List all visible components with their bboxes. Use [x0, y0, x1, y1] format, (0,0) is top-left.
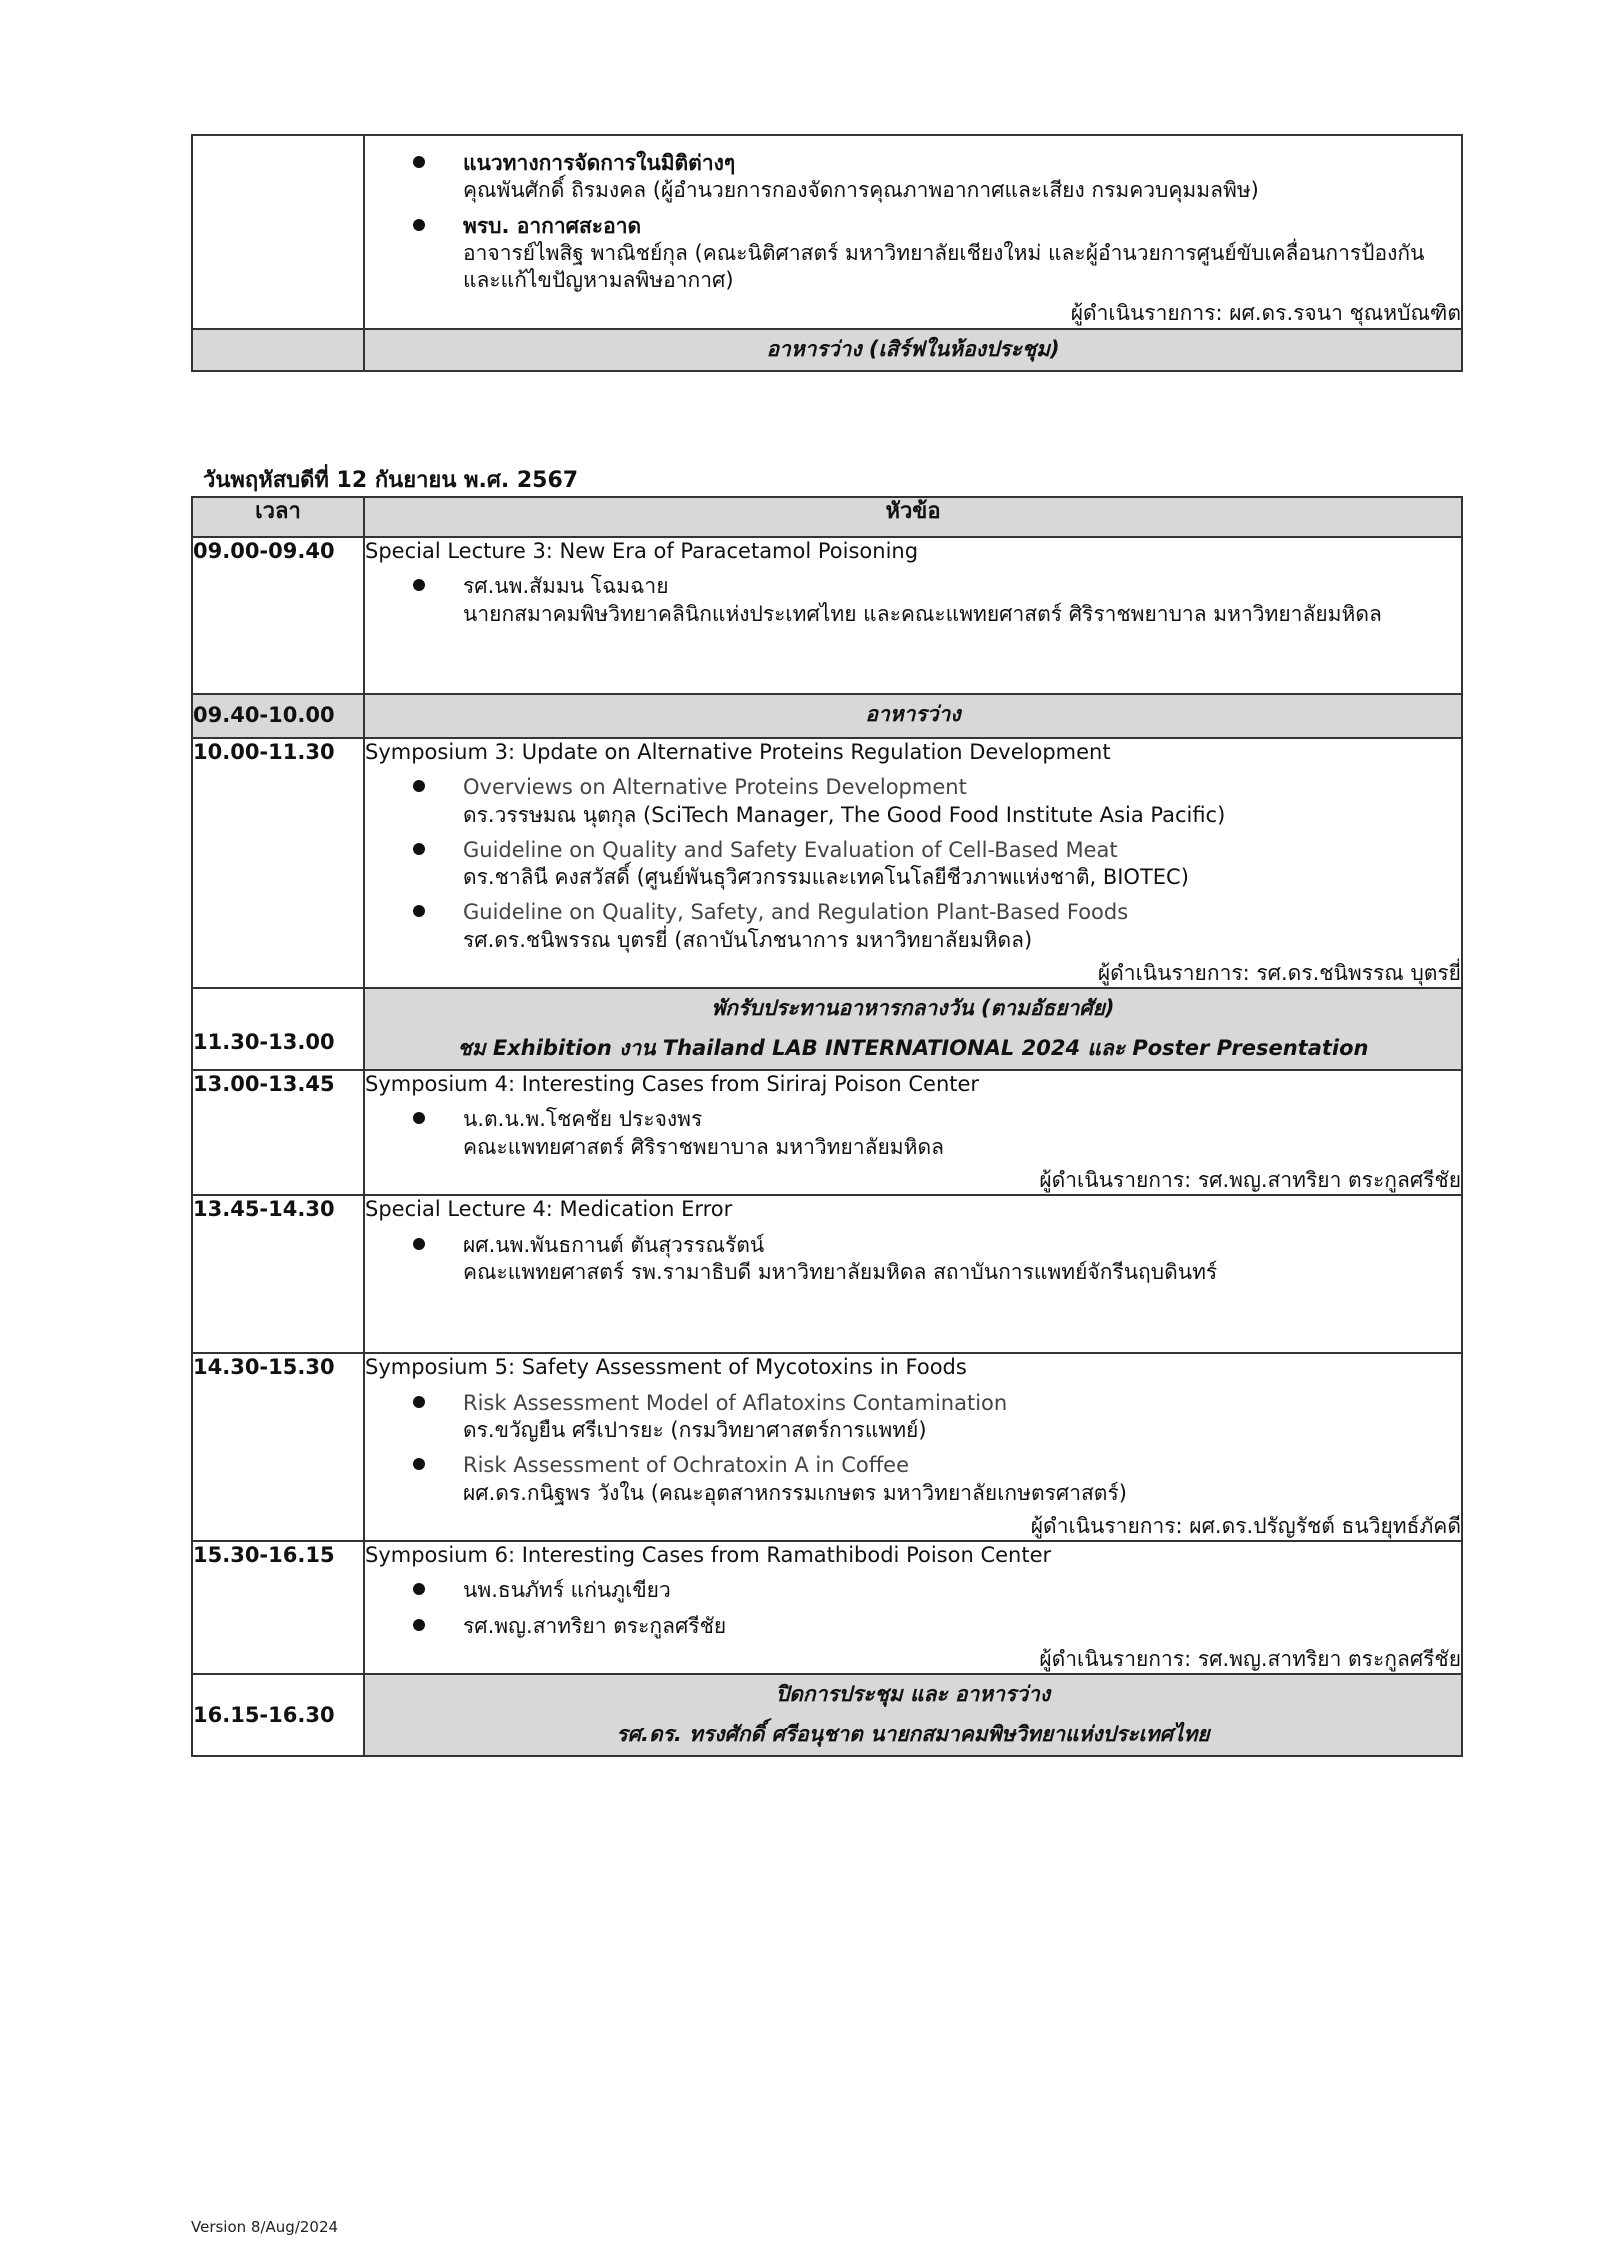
- table-row: [192, 1195, 1462, 1353]
- bullet-icon: [413, 1583, 425, 1595]
- list-item: [365, 1452, 1461, 1507]
- topic-cell: [364, 1353, 1462, 1541]
- talk-topic: Risk Assessment of Ochratoxin A in Coffee: [463, 1453, 910, 1478]
- topic-cell: [364, 135, 1462, 329]
- day-heading: วันพฤหัสบดีที่ 12 กันยายน พ.ศ. 2567: [203, 468, 579, 493]
- time-cell: 14.30-15.30: [192, 1353, 364, 1541]
- table-row: [192, 1353, 1462, 1541]
- session-title: Symposium 5: Safety Assessment of Mycotoxins in Foods: [365, 1355, 967, 1380]
- break-row: [192, 694, 1462, 738]
- moderator-text: ผู้ดำเนินรายการ: รศ.พญ.สาทริยา ตระกูลศรีชัย: [1039, 1647, 1461, 1672]
- table-row: [192, 537, 1462, 694]
- speaker-name: นพ.ธนภัทร์ แก่นภูเขียว: [463, 1578, 671, 1603]
- time-cell: 10.00-11.30: [192, 738, 364, 988]
- talk-topic: Guideline on Quality, Safety, and Regulation Plant-Based Foods: [463, 900, 1129, 925]
- topic-cell: [364, 738, 1462, 988]
- closing-line: ปิดการประชุม และ อาหารว่าง: [775, 1682, 1051, 1707]
- bullet-icon: [413, 780, 425, 792]
- session-title: Special Lecture 4: Medication Error: [365, 1197, 733, 1222]
- lunch-text: [364, 988, 1462, 1070]
- list-item: [365, 150, 1461, 205]
- moderator-text: ผู้ดำเนินรายการ: ผศ.ดร.ปรัญรัชต์ ธนวิยุทธ์ภัคดี: [1030, 1513, 1461, 1538]
- table-header-row: [192, 497, 1462, 537]
- time-cell: 09.40-10.00: [192, 694, 364, 738]
- bullet-icon: [413, 579, 425, 591]
- item-speaker-cont: และแก้ไขปัญหามลพิษอากาศ): [463, 268, 734, 293]
- talk-speaker: ดร.ขวัญยืน ศรีเปารยะ (กรมวิทยาศาสตร์การแพทย์): [463, 1417, 927, 1442]
- closing-text: [364, 1674, 1462, 1756]
- item-title: แนวทางการจัดการในมิติต่างๆ: [463, 151, 736, 175]
- speaker-affiliation: นายกสมาคมพิษวิทยาคลินิกแห่งประเทศไทย และคณะแพทยศาสตร์ ศิริราชพยาบาล มหาวิทยาลัยมหิดล: [463, 601, 1382, 626]
- talk-speaker: ดร.ชาลินี คงสวัสดิ์ (ศูนย์พันธุวิศวกรรมและเทคโนโลยีชีวภาพแห่งชาติ, BIOTEC): [463, 865, 1189, 890]
- topic-cell: [364, 1070, 1462, 1195]
- table-row: [192, 1070, 1462, 1195]
- talk-topic: Overviews on Alternative Proteins Development: [463, 775, 967, 800]
- table-row: [192, 135, 1462, 329]
- table-row: [192, 1541, 1462, 1674]
- talk-topic: Guideline on Quality and Safety Evaluation of Cell-Based Meat: [463, 837, 1118, 862]
- speaker-name: ผศ.นพ.พันธกานต์ ตันสุวรรณรัตน์: [463, 1232, 765, 1257]
- session-title: Special Lecture 3: New Era of Paracetamol Poisoning: [365, 539, 919, 563]
- bullet-icon: [413, 219, 425, 231]
- header-topic: หัวข้อ: [364, 497, 1462, 537]
- lunch-line: พักรับประทานอาหารกลางวัน (ตามอัธยาศัย): [711, 996, 1115, 1021]
- bullet-icon: [413, 156, 425, 168]
- talk-speaker: รศ.ดร.ชนิพรรณ บุตรยี่ (สถาบันโภชนาการ มหาวิทยาลัยมหิดล): [463, 927, 1033, 952]
- session-title: Symposium 3: Update on Alternative Proteins Regulation Development: [365, 740, 1111, 764]
- item-speaker: คุณพันศักดิ์ ถิรมงคล (ผู้อำนวยการกองจัดการคุณภาพอากาศและเสียง กรมควบคุมมลพิษ): [463, 178, 1259, 203]
- moderator-text: ผู้ดำเนินรายการ: รศ.พญ.สาทริยา ตระกูลศรีชัย: [1039, 1168, 1461, 1193]
- time-cell: [192, 329, 364, 371]
- bullet-icon: [413, 1619, 425, 1631]
- list-item: [365, 1232, 1461, 1287]
- bullet-icon: [413, 1112, 425, 1124]
- talk-topic: Risk Assessment Model of Aflatoxins Contamination: [463, 1390, 1008, 1415]
- talk-speaker: ดร.วรรษมณ นุตกุล (SciTech Manager, The Good Food Institute Asia Pacific): [463, 802, 1226, 827]
- exhibition-line: ชม Exhibition งาน Thailand LAB INTERNATIONAL 2024 และ Poster Presentation: [457, 1036, 1369, 1061]
- break-text: อาหารว่าง (เสิร์ฟในห้องประชุม): [364, 329, 1462, 371]
- speaker-name: รศ.นพ.สัมมน โฉมฉาย: [463, 574, 669, 599]
- break-text: อาหารว่าง: [364, 694, 1462, 738]
- break-row: [192, 329, 1462, 371]
- table-row: [192, 738, 1462, 988]
- time-cell: [192, 135, 364, 329]
- day-schedule-table: [191, 496, 1463, 1757]
- session-title: Symposium 6: Interesting Cases from Ramathibodi Poison Center: [365, 1543, 1052, 1568]
- list-item: [365, 1577, 1461, 1604]
- list-item: [365, 774, 1461, 829]
- closing-speaker: รศ.ดร. ทรงศักดิ์ ศรีอนุชาต นายกสมาคมพิษวิทยาแห่งประเทศไทย: [616, 1722, 1210, 1747]
- topic-cell: [364, 537, 1462, 694]
- topic-cell: [364, 1195, 1462, 1353]
- bullet-icon: [413, 905, 425, 917]
- time-cell: 11.30-13.00: [192, 988, 364, 1070]
- session-title: Symposium 4: Interesting Cases from Siriraj Poison Center: [365, 1072, 980, 1097]
- list-item: [365, 573, 1461, 628]
- header-time: เวลา: [192, 497, 364, 537]
- speaker-name: น.ต.น.พ.โชคชัย ประจงพร: [463, 1107, 703, 1132]
- speaker-affiliation: คณะแพทยศาสตร์ รพ.รามาธิบดี มหาวิทยาลัยมหิดล สถาบันการแพทย์จักรีนฤบดินทร์: [463, 1259, 1218, 1284]
- list-item: [365, 1106, 1461, 1161]
- time-cell: 09.00-09.40: [192, 537, 364, 694]
- bullet-icon: [413, 1458, 425, 1470]
- list-item: [365, 899, 1461, 954]
- list-item: [365, 837, 1461, 892]
- continued-schedule-table: [191, 134, 1463, 372]
- moderator-text: ผู้ดำเนินรายการ: รศ.ดร.ชนิพรรณ บุตรยี่: [1097, 961, 1461, 986]
- item-title: พรบ. อากาศสะอาด: [463, 213, 642, 238]
- version-footer: Version 8/Aug/2024: [191, 2218, 339, 2236]
- list-item: [365, 1613, 1461, 1640]
- bullet-icon: [413, 1238, 425, 1250]
- list-item: [365, 213, 1461, 295]
- talk-speaker: ผศ.ดร.กนิฐพร วังใน (คณะอุตสาหกรรมเกษตร มหาวิทยาลัยเกษตรศาสตร์): [463, 1480, 1127, 1505]
- item-speaker: อาจารย์ไพสิฐ พาณิชย์กุล (คณะนิติศาสตร์ มหาวิทยาลัยเชียงใหม่ และผู้อำนวยการศูนย์ขับเคลื่อนการป้องกัน: [463, 240, 1425, 265]
- speaker-name: รศ.พญ.สาทริยา ตระกูลศรีชัย: [463, 1613, 727, 1638]
- topic-cell: [364, 1541, 1462, 1674]
- bullet-icon: [413, 1396, 425, 1408]
- time-cell: 15.30-16.15: [192, 1541, 364, 1674]
- time-cell: 13.00-13.45: [192, 1070, 364, 1195]
- lunch-row: [192, 988, 1462, 1070]
- list-item: [365, 1390, 1461, 1445]
- moderator-text: ผู้ดำเนินรายการ: ผศ.ดร.รจนา ชุณหบัณฑิต: [1070, 301, 1461, 326]
- time-cell: 16.15-16.30: [192, 1674, 364, 1756]
- closing-row: [192, 1674, 1462, 1756]
- speaker-affiliation: คณะแพทยศาสตร์ ศิริราชพยาบาล มหาวิทยาลัยมหิดล: [463, 1134, 944, 1159]
- bullet-icon: [413, 843, 425, 855]
- time-cell: 13.45-14.30: [192, 1195, 364, 1353]
